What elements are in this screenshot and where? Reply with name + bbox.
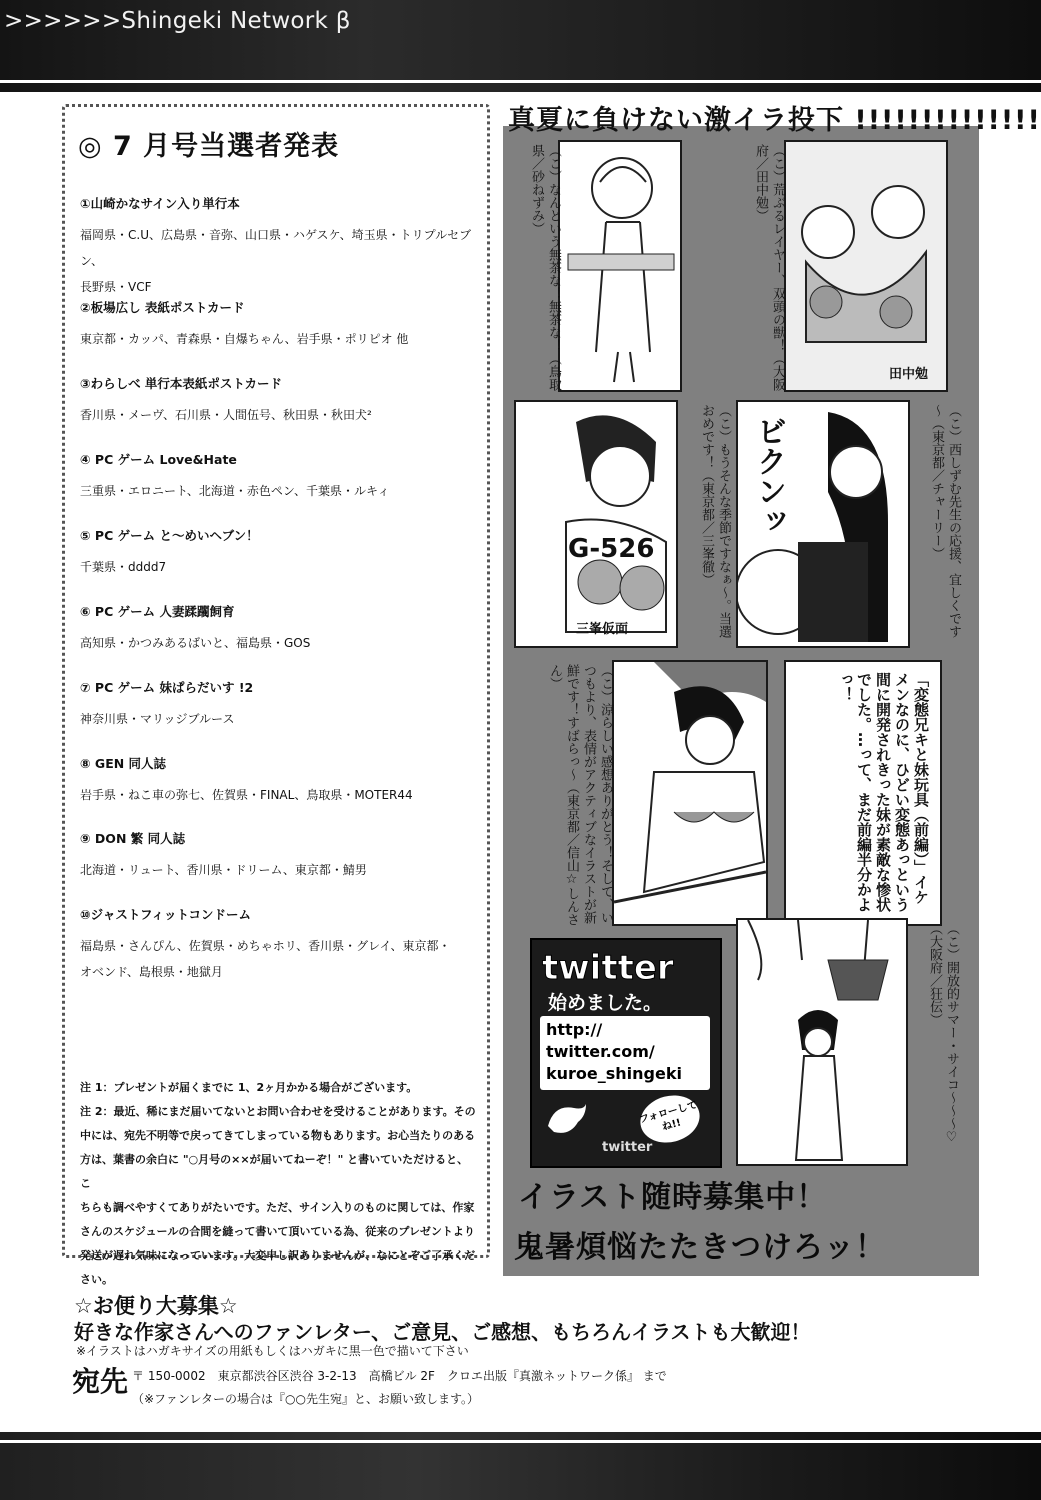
note-line: 中には、宛先不明等で戻ってきてしまっている物もあります。お心当たりのある: [80, 1129, 476, 1142]
winner-title: ⑤ PC ゲーム と～めいヘブン！: [80, 528, 259, 543]
girl-g526-sketch: [516, 402, 676, 646]
winner-group-5: [80, 526, 480, 580]
winner-title: ①山崎かなサイン入り単行本: [80, 196, 240, 211]
illustration-caption: （こ）もうそんな季節ですなぁ～。当選おめです！（東京都／三峯徹）: [699, 404, 731, 638]
address-label: 宛先: [72, 1365, 129, 1398]
recruit-line-1: イラスト随時募集中！: [518, 1180, 828, 1215]
recruit-line-2: 鬼暑煩悩たたきつけろッ！: [514, 1230, 886, 1265]
follow-badge: フォローしてね!!: [635, 1089, 705, 1149]
winner-line: 福島県・さんぴん、佐賀県・めちゃホリ、香川県・グレイ、東京都・: [80, 939, 451, 953]
girl-sketch: [560, 142, 680, 390]
winner-title: ⑥ PC ゲーム 人妻蹂躙飼育: [80, 604, 235, 619]
letters-heading: ☆お便り大募集☆: [74, 1294, 238, 1318]
twitter-logo: twitter: [602, 1140, 653, 1155]
winner-line: 高知県・かつみあるばいと、福島県・GOS: [80, 636, 311, 650]
illustration-heading: 真夏に負けない激イラ投下 !!!!!!!!!!!!!!: [508, 105, 1041, 136]
winner-line: 北海道・リュート、香川県・ドリーム、東京都・鯖男: [80, 863, 367, 877]
winner-line: 神奈川県・マリッジブルース: [80, 712, 235, 726]
winner-group-8: [80, 754, 480, 808]
illustration-card-4: [736, 400, 910, 648]
note-line: 注 2：最近、稀にまだ届いてないとお問い合わせを受けることがあります。その: [80, 1105, 476, 1118]
artist-signature: 田中勉: [888, 367, 928, 382]
page-header-title: >>>>>>Shingeki Network β: [4, 8, 351, 34]
handwritten-review: 「変態兄キと妹玩具（前編）」イケメンなのに、ひどい変態あっという間に開発されきった妹が素敵な惨状でした。…って、まだ前編半分かよっ！: [836, 672, 930, 912]
twitter-url-line: http://: [546, 1020, 603, 1039]
winner-group-10: [80, 905, 480, 985]
bikini-girl-sketch: [614, 662, 766, 924]
note-line: ちらも調べやすくてありがたいです。ただ、サイン入りのものに関しては、作家: [80, 1201, 475, 1214]
winner-group-3: [80, 374, 480, 428]
winner-line: 千葉県・dddd7: [80, 560, 167, 574]
illustration-card-6: [784, 660, 942, 926]
address-text: 〒 150-0002 東京都渋谷区渋谷 3-2-13 高橋ビル 2F クロエ出版『真激ネットワーク係』 まで: [132, 1369, 667, 1383]
winner-line: 東京都・カッパ、青森県・自爆ちゃん、岩手県・ポリピオ 他: [80, 332, 409, 346]
bird-icon: [544, 1100, 588, 1138]
twin-girls-sketch: [786, 142, 946, 390]
illustration-card-1: [558, 140, 682, 392]
winner-line: 岩手県・ねこ車の弥七、佐賀県・FINAL、鳥取県・MOTER44: [80, 788, 413, 802]
sketch-label: 三峯仮面: [576, 622, 629, 637]
illustration-card-7: [736, 918, 908, 1166]
illustration-caption: （こ）荒ぶるレイヤー、双頭の獣！（大阪府／田中勉）: [753, 144, 785, 391]
twitter-title: twitter: [542, 948, 674, 988]
winner-title: ⑩ジャストフィットコンドーム: [80, 907, 251, 922]
address-note: （※ファンレターの場合は『○○先生宛』と、お願い致します。）: [132, 1392, 480, 1406]
winners-notes: [80, 1076, 478, 1292]
winner-title: ④ PC ゲーム Love&Hate: [80, 452, 237, 467]
winner-group-6: [80, 602, 480, 656]
winner-title: ⑨ DON 繁 同人誌: [80, 831, 186, 846]
winner-line: 長野県・VCF: [80, 280, 152, 294]
illustration-caption: （こ）涼らしい感想ありがとう！そして、いつもより、表情がアクティブなイラストが新鮮です！すばらっ～（東京都／信山☆しんさん）: [547, 664, 613, 926]
winner-group-1: [80, 194, 480, 300]
illustration-card-2: [784, 140, 948, 392]
note-line: 発送が遅れ気味になっています。大変申し訳ありませんが、なにとぞご了承くだ: [80, 1249, 476, 1262]
summer-girl-sketch: [738, 920, 906, 1164]
winner-title: ⑧ GEN 同人誌: [80, 756, 167, 771]
note-line: さい。: [80, 1273, 113, 1286]
winner-group-2: [80, 298, 480, 352]
winner-title: ③わらしべ 単行本表紙ポストカード: [80, 376, 283, 391]
winner-line: 福岡県・C.U、広島県・音弥、山口県・ハゲスケ、埼玉県・トリプルセブン、: [80, 228, 472, 268]
winners-heading: ◎ 7 月号当選者発表: [78, 131, 340, 162]
sfx-text: ビクンッ: [751, 416, 786, 536]
letters-invite: 好きな作家さんへのファンレター、ご意見、ご感想、もちろんイラストも大歓迎！: [74, 1320, 811, 1344]
sketch-label: G-526: [568, 534, 655, 564]
note-line: 注 1：プレゼントが届くまでに 1、2ヶ月かかる場合がございます。: [80, 1081, 418, 1094]
twitter-url-line: kuroe_shingeki: [546, 1064, 682, 1083]
illustration-card-5: [612, 660, 768, 926]
twitter-url-box[interactable]: [540, 1016, 710, 1090]
illustration-caption: （こ）西しずむ先生の応援、宜しくです～（東京都／チャーリー）: [929, 404, 961, 638]
illustration-caption: （こ）開放的サマー・サイコ～～～♡（大阪府／狂伝）: [927, 922, 959, 1145]
illustration-caption: （こ）なんという無茶な！無茶な！（鳥取県／砂ねずみ）: [529, 144, 561, 391]
winner-group-4: [80, 450, 480, 504]
winner-line: オベンド、島根県・地獄月: [80, 965, 223, 979]
winner-group-9: [80, 829, 480, 883]
winner-group-7: [80, 678, 480, 732]
letters-note: ※イラストはハガキサイズの用紙もしくはハガキに黒一色で描いて下さい: [76, 1344, 469, 1358]
winner-line: 香川県・メーヴ、石川県・人間伍号、秋田県・秋田犬²: [80, 408, 372, 422]
illustration-card-3: [514, 400, 678, 648]
twitter-promo-card: [530, 938, 722, 1168]
note-line: 方は、葉書の余白に "○月号の××が届いてねーぞ！" と書いていただけると、こ: [80, 1153, 469, 1190]
winner-title: ②板場広し 表紙ポストカード: [80, 300, 245, 315]
header-band: [0, 0, 1041, 92]
note-line: さんのスケジュールの合間を縫って書いて頂いている為、従来のプレゼントより: [80, 1225, 475, 1238]
twitter-subtitle: 始めました。: [548, 992, 663, 1014]
twitter-url-line: twitter.com/: [546, 1042, 655, 1061]
winner-title: ⑦ PC ゲーム 妹ぱらだいす !2: [80, 680, 254, 695]
footer-band: [0, 1432, 1041, 1500]
winner-line: 三重県・エロニート、北海道・赤色ペン、千葉県・ルキィ: [80, 484, 390, 498]
